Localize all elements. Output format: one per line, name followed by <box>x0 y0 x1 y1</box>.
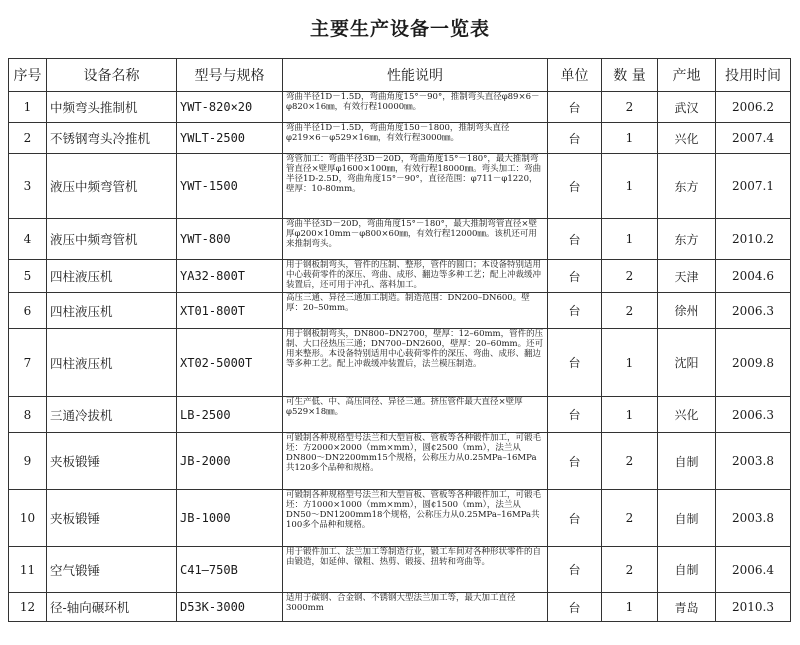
table-row <box>9 490 791 547</box>
cell-unit: 台 <box>548 329 602 397</box>
cell-model: XT02-5000T <box>177 329 283 397</box>
cell-year: 2010.3 <box>716 593 791 622</box>
cell-year: 2003.8 <box>716 490 791 547</box>
cell-num: 11 <box>9 547 47 593</box>
cell-place: 徐州 <box>658 293 716 329</box>
cell-model: YWT-1500 <box>177 154 283 219</box>
cell-qty: 1 <box>602 329 658 397</box>
cell-num: 10 <box>9 490 47 547</box>
cell-perf: 高压三通、异径三通加工制造。制造范围：DN200–DN600。壁厚：20–50mm。 <box>283 293 548 329</box>
cell-place: 青岛 <box>658 593 716 622</box>
cell-qty: 2 <box>602 433 658 490</box>
cell-num: 4 <box>9 219 47 260</box>
cell-name: 四柱液压机 <box>47 329 177 397</box>
cell-model: YA32-800T <box>177 260 283 293</box>
cell-place: 自制 <box>658 490 716 547</box>
col-header-model: 型号与规格 <box>177 59 283 92</box>
cell-place: 自制 <box>658 547 716 593</box>
cell-perf: 可锻制各种规格型号法兰和大型盲板、管板等各种锻件加工，可锻毛坯：方2000×2000（mm×mm），圆¢2500（mm），法兰从DN800～DN2200mm15个规格，公称压力从0.25MPa–16MPa共120多个品种和规格。 <box>283 433 548 490</box>
table-row <box>9 593 791 622</box>
cell-unit: 台 <box>548 154 602 219</box>
cell-name: 夹板锻锤 <box>47 433 177 490</box>
cell-qty: 1 <box>602 219 658 260</box>
cell-place: 沈阳 <box>658 329 716 397</box>
cell-place: 东方 <box>658 219 716 260</box>
cell-perf: 弯曲半径1D－1.5D，弯曲角度150－1800，推制弯头直径φ219×6－φ529×16㎜，有效行程3000㎜。 <box>283 123 548 154</box>
cell-model: XT01-800T <box>177 293 283 329</box>
cell-qty: 1 <box>602 593 658 622</box>
cell-year: 2009.8 <box>716 329 791 397</box>
cell-unit: 台 <box>548 123 602 154</box>
cell-perf: 适用于碳钢、合金钢、不锈钢大型法兰加工等，最大加工直径3000mm <box>283 593 548 622</box>
cell-num: 3 <box>9 154 47 219</box>
cell-model: LB-2500 <box>177 397 283 433</box>
cell-num: 12 <box>9 593 47 622</box>
cell-model: JB-1000 <box>177 490 283 547</box>
cell-unit: 台 <box>548 593 602 622</box>
cell-qty: 2 <box>602 92 658 123</box>
table-row <box>9 293 791 329</box>
cell-name: 三通冷拔机 <box>47 397 177 433</box>
cell-model: YWLT-2500 <box>177 123 283 154</box>
table-row <box>9 92 791 123</box>
cell-year: 2007.1 <box>716 154 791 219</box>
cell-model: C41—750B <box>177 547 283 593</box>
table-row <box>9 123 791 154</box>
cell-place: 东方 <box>658 154 716 219</box>
cell-perf: 弯曲半径3D－20D，弯曲角度15°－180°，最大推制弯管直径×壁厚φ200×10mm－φ800×60㎜，有效行程12000㎜。该机还可用来推制弯头。 <box>283 219 548 260</box>
col-header-place: 产地 <box>658 59 716 92</box>
cell-name: 不锈钢弯头冷推机 <box>47 123 177 154</box>
cell-perf: 弯管加工：弯曲半径3D－20D，弯曲角度15°－180°，最大推制弯管直径×壁厚φ1600×100㎜，有效行程18000㎜。弯头加工：弯曲半径1D-2.5D，弯曲角度15°－90°，直径范围：φ711－φ1220，壁厚：10-80mm。 <box>283 154 548 219</box>
cell-name: 径-轴向碾环机 <box>47 593 177 622</box>
cell-year: 2006.4 <box>716 547 791 593</box>
cell-qty: 1 <box>602 397 658 433</box>
cell-place: 兴化 <box>658 123 716 154</box>
cell-num: 1 <box>9 92 47 123</box>
cell-num: 2 <box>9 123 47 154</box>
cell-unit: 台 <box>548 219 602 260</box>
cell-unit: 台 <box>548 490 602 547</box>
cell-model: YWT-820×20 <box>177 92 283 123</box>
cell-place: 兴化 <box>658 397 716 433</box>
col-header-unit: 单位 <box>548 59 602 92</box>
cell-year: 2004.6 <box>716 260 791 293</box>
cell-qty: 2 <box>602 293 658 329</box>
table-row <box>9 547 791 593</box>
cell-unit: 台 <box>548 92 602 123</box>
cell-model: JB-2000 <box>177 433 283 490</box>
cell-unit: 台 <box>548 433 602 490</box>
col-header-name: 设备名称 <box>47 59 177 92</box>
cell-perf: 弯曲半径1D－1.5D，弯曲角度15°－90°，推制弯头直径φ89×6－φ820×16㎜，有效行程10000㎜。 <box>283 92 548 123</box>
table-row <box>9 219 791 260</box>
table-row <box>9 329 791 397</box>
col-header-year: 投用时间 <box>716 59 791 92</box>
cell-year: 2010.2 <box>716 219 791 260</box>
cell-name: 四柱液压机 <box>47 293 177 329</box>
cell-place: 武汉 <box>658 92 716 123</box>
cell-perf: 用于钢板制弯头，DN800–DN2700，壁厚：12–60mm，管件的压制、大口径热压三通；DN700–DN2600，壁厚：20–60mm。还可用来整形。本设备特别适用中心载荷零件的深压、弯曲、成形、翻边等多种工艺。配上冲裁缓冲装置后，法兰模压制造。 <box>283 329 548 397</box>
cell-qty: 2 <box>602 547 658 593</box>
cell-year: 2006.3 <box>716 293 791 329</box>
cell-num: 9 <box>9 433 47 490</box>
col-header-perf: 性能说明 <box>283 59 548 92</box>
cell-qty: 2 <box>602 260 658 293</box>
cell-unit: 台 <box>548 293 602 329</box>
cell-num: 7 <box>9 329 47 397</box>
col-header-num: 序号 <box>9 59 47 92</box>
page-title: 主要生产设备一览表 <box>309 18 490 40</box>
cell-model: D53K-3000 <box>177 593 283 622</box>
cell-perf: 可锻制各种规格型号法兰和大型盲板、管板等各种锻件加工，可锻毛坯：方1000×1000（mm×mm），圆¢1500（mm），法兰从DN50～DN1200mm18个规格，公称压力从0.25MPa–16MPa共100多个品种和规格。 <box>283 490 548 547</box>
table-header-row <box>9 59 791 92</box>
cell-unit: 台 <box>548 397 602 433</box>
table-row <box>9 260 791 293</box>
col-header-qty: 数 量 <box>602 59 658 92</box>
table-row <box>9 154 791 219</box>
cell-qty: 2 <box>602 490 658 547</box>
cell-perf: 用于锻件加工、法兰加工等制造行业，锻工车间对各种形状零件的自由锻造，如延伸、镦粗、热剪、锻接、扭转和弯曲等。 <box>283 547 548 593</box>
cell-name: 空气锻锤 <box>47 547 177 593</box>
cell-place: 天津 <box>658 260 716 293</box>
cell-num: 8 <box>9 397 47 433</box>
cell-name: 液压中频弯管机 <box>47 154 177 219</box>
cell-year: 2006.2 <box>716 92 791 123</box>
cell-num: 6 <box>9 293 47 329</box>
cell-qty: 1 <box>602 123 658 154</box>
cell-year: 2007.4 <box>716 123 791 154</box>
cell-qty: 1 <box>602 154 658 219</box>
cell-name: 四柱液压机 <box>47 260 177 293</box>
cell-name: 中频弯头推制机 <box>47 92 177 123</box>
cell-model: YWT-800 <box>177 219 283 260</box>
cell-unit: 台 <box>548 260 602 293</box>
cell-perf: 可生产低、中、高压同径、异径三通。挤压管件最大直径×壁厚φ529×18㎜。 <box>283 397 548 433</box>
cell-perf: 用于钢板制弯头，管件的压制、整形，管件的圆口；本设备特别适用中心载荷零件的深压、弯曲、成形、翻边等多种工艺；配上冲裁缓冲装置后，还可用于冲孔、落料加工。 <box>283 260 548 293</box>
table-row <box>9 397 791 433</box>
cell-year: 2006.3 <box>716 397 791 433</box>
table-row <box>9 433 791 490</box>
cell-name: 液压中频弯管机 <box>47 219 177 260</box>
cell-name: 夹板锻锤 <box>47 490 177 547</box>
cell-num: 5 <box>9 260 47 293</box>
equipment-table <box>8 58 791 622</box>
cell-place: 自制 <box>658 433 716 490</box>
cell-unit: 台 <box>548 547 602 593</box>
cell-year: 2003.8 <box>716 433 791 490</box>
